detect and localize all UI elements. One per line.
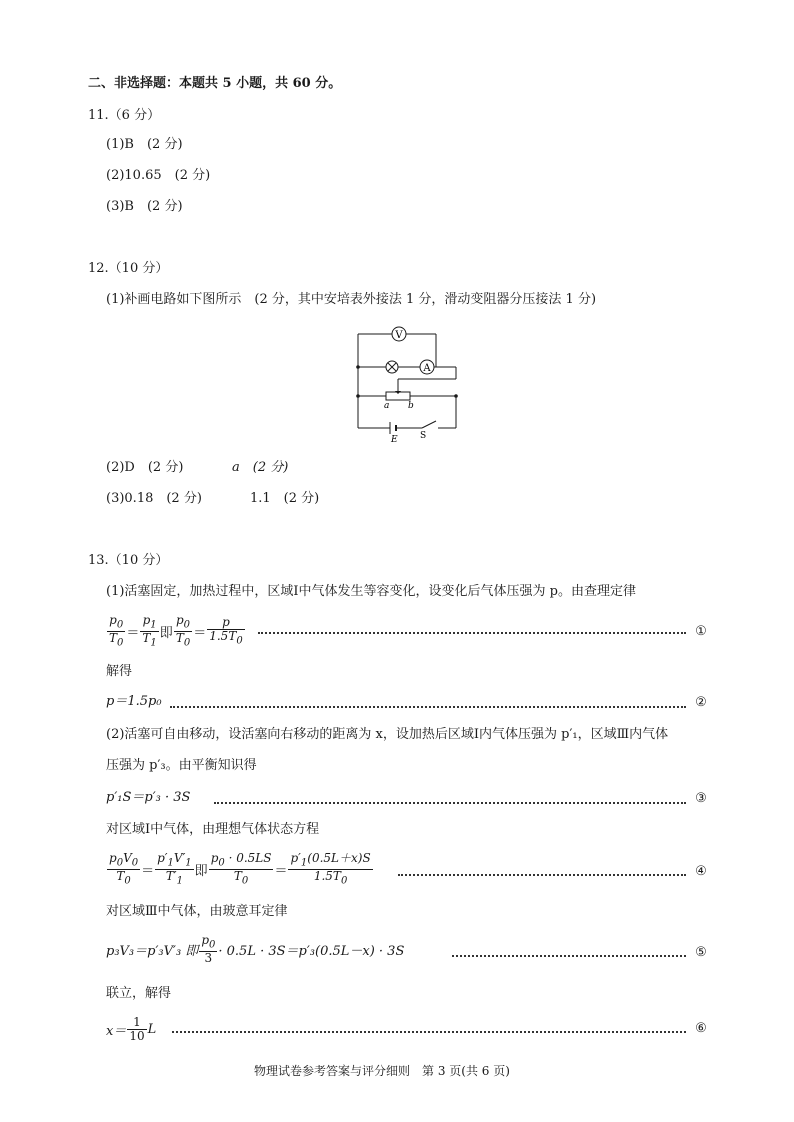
section-heading: 二、非选择题：本题共 5 小题，共 60 分。 <box>88 76 342 91</box>
q11-header: 11.（6 分） <box>88 108 161 123</box>
q12-part3-answer-b: 1.1 (2 分) <box>250 491 320 506</box>
equation-4: $\frac{p_0V_0}{T_0}$ ＝ $\frac{p'_1V'_1}{T'_1}$ 即 $\frac{p_0 \cdot 0.5LS}{T_0}$ ＝ $\frac{p'_1(0.5L+x)S}{1.5T_0}$ <box>109 851 371 887</box>
q12-part2-answer-b <box>232 460 288 476</box>
page-footer: 物理试卷参考答案与评分细则 第 3 页(共 6 页) <box>254 1064 510 1078</box>
equation-marker-2: ② <box>695 695 707 710</box>
circuit-diagram <box>350 322 464 444</box>
q11-part1: (1)B (2 分) <box>106 137 183 152</box>
q13-part1-intro: (1)活塞固定，加热过程中，区域Ⅰ中气体发生等容变化，设变化后气体压强为 p。由查理定律 <box>106 584 637 599</box>
battery-label: E <box>391 435 398 444</box>
eq5-left: p₃V₃＝p′₃V′₃ 即 <box>106 944 199 960</box>
eq6-right: L <box>147 1022 157 1037</box>
region3-text: 对区域Ⅲ中气体，由玻意耳定律 <box>106 904 288 919</box>
q12-part3-answer: (3)0.18 (2 分) <box>106 491 202 506</box>
solve-label-1: 解得 <box>106 664 133 679</box>
dot-leader <box>452 955 686 957</box>
equation-1: $\frac{p_0}{T_0}$ ＝ $\frac{p_1}{T_1}$ 即 $\frac{p_0}{T_0}$ ＝ $\frac{p}{1.5T_0}$ <box>109 613 243 649</box>
dot-leader <box>258 632 686 634</box>
q12-part2-b-text: a (2 分) <box>232 460 289 475</box>
switch-label: S <box>420 431 427 441</box>
dot-leader <box>172 1031 686 1033</box>
q11-part3: (3)B (2 分) <box>106 199 183 214</box>
equation-marker-3: ③ <box>695 791 707 806</box>
dot-leader <box>398 874 686 876</box>
equation-6: x＝ $\frac{1}{10}$ L <box>106 1015 157 1043</box>
equation-marker-1: ① <box>695 624 707 639</box>
q13-part2-intro-line1: (2)活塞可自由移动，设活塞向右移动的距离为 x，设加热后区域Ⅰ内气体压强为 p′₁，区域Ⅲ内气体 <box>106 727 669 742</box>
eq1-connector: 即 <box>159 626 173 642</box>
equation-2: p＝1.5p₀ <box>106 694 162 709</box>
dot-leader <box>214 802 686 804</box>
dot-leader <box>170 706 686 708</box>
ammeter-label: A <box>423 363 431 374</box>
q12-part1: (1)补画电路如下图所示 (2 分，其中安培表外接法 1 分，滑动变阻器分压接法 1 分) <box>106 292 597 307</box>
equation-marker-5: ⑤ <box>695 945 707 960</box>
equation-marker-6: ⑥ <box>695 1021 707 1036</box>
voltmeter-label: V <box>395 330 403 341</box>
equation-marker-4: ④ <box>695 864 707 879</box>
solve-label-2: 联立，解得 <box>106 986 172 1001</box>
equation-5: p₃V₃＝p′₃V′₃ 即 $\frac{p_0}{3}$ · 0.5L · 3S＝p′₃(0.5L－x) · 3S <box>106 933 405 966</box>
q12-part2-answer: (2)D (2 分) <box>106 460 184 475</box>
region1-text: 对区域Ⅰ中气体，由理想气体状态方程 <box>106 822 320 837</box>
q13-part2-intro-line2: 压强为 p′₃。由平衡知识得 <box>106 758 257 773</box>
rheostat-b-label: b <box>408 401 414 411</box>
rheostat-a-label: a <box>384 401 390 411</box>
eq6-left: x＝ <box>106 1024 127 1039</box>
equation-3: p′₁S＝p′₃ · 3S <box>106 790 191 805</box>
q11-part2: (2)10.65 (2 分) <box>106 168 211 183</box>
eq5-right: · 0.5L · 3S＝p′₃(0.5L－x) · 3S <box>218 944 405 960</box>
q12-header: 12.（10 分） <box>88 261 169 276</box>
q13-header: 13.（10 分） <box>88 553 169 568</box>
eq4-connector: 即 <box>194 864 208 880</box>
